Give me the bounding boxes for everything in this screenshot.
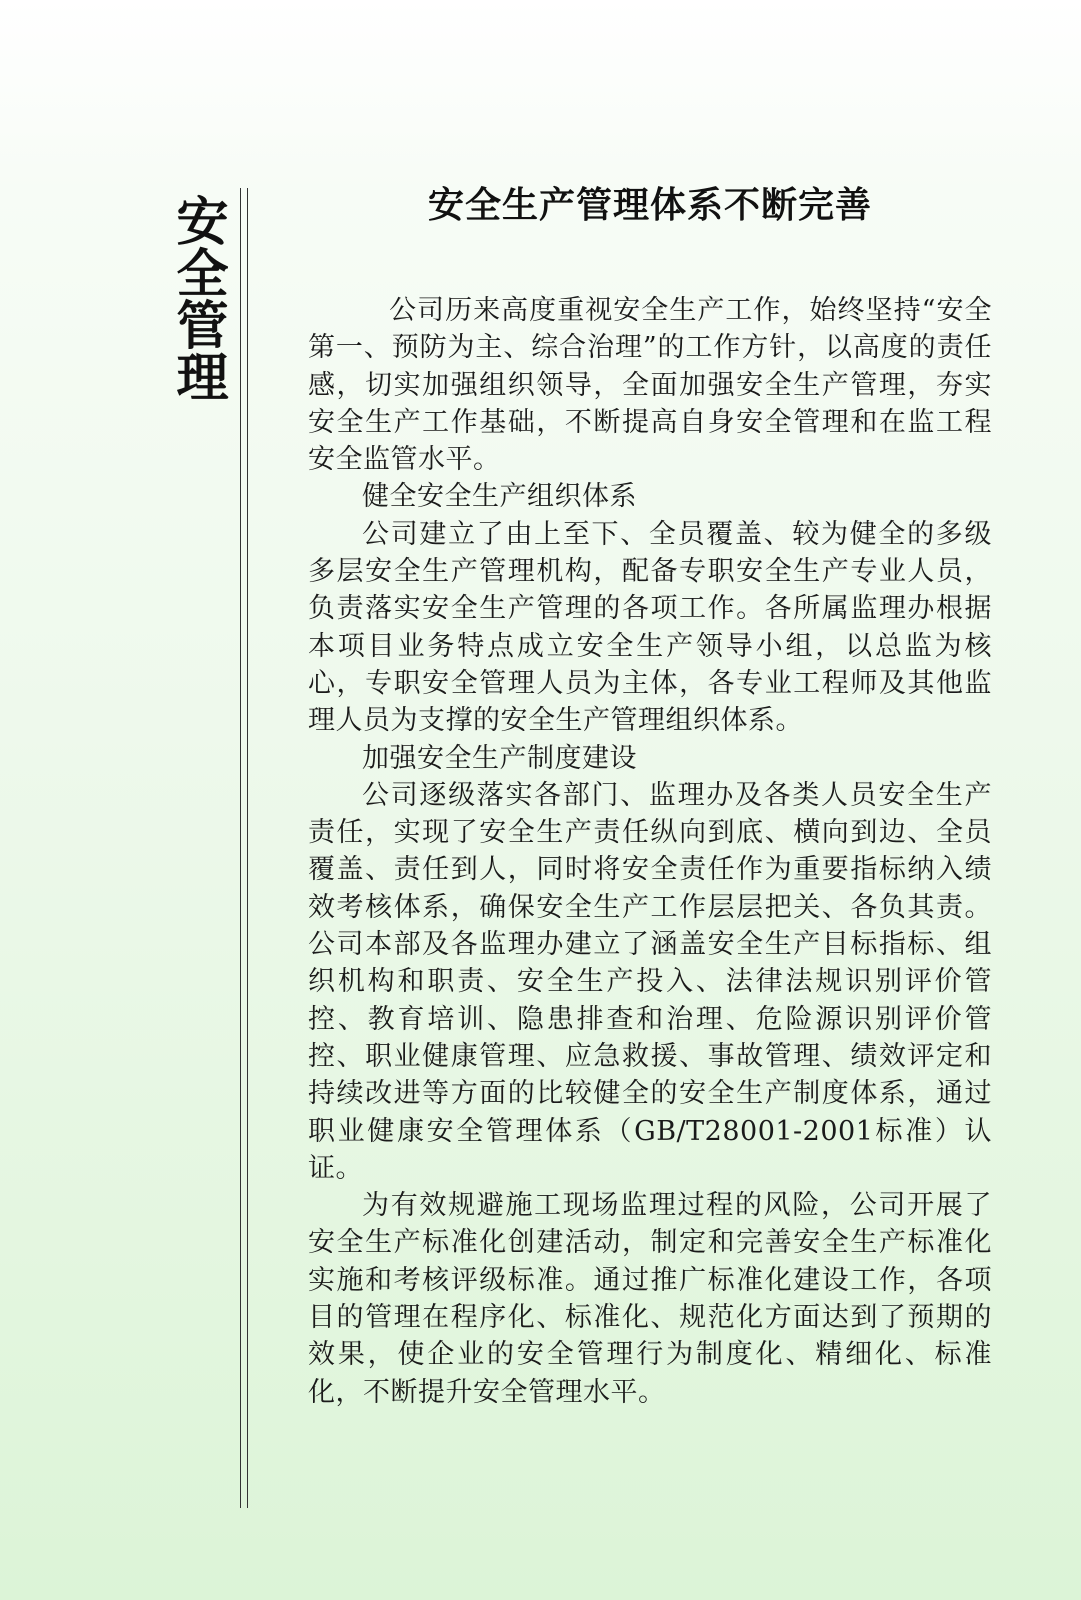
- organization-paragraph: 公司建立了由上至下、全员覆盖、较为健全的多级多层安全生产管理机构，配备专职安全生产专业人员，负责落实安全生产管理的各项工作。各所属监理办根据本项目业务特点成立安全生产领导小组，以总监为核心，专职安全管理人员为主体，各专业工程师及其他监理人员为支撑的安全生产管理组织体系。: [308, 518, 992, 737]
- article: [308, 178, 992, 1411]
- closing-paragraph: 为有效规避施工现场监理过程的风险，公司开展了安全生产标准化创建活动，制定和完善安全生产标准化实施和考核评级标准。通过推广标准化建设工作，各项目的管理在程序化、标准化、规范化方面达到了预期的效果，使企业的安全管理行为制度化、精细化、标准化，不断提升安全管理水平。: [308, 1190, 992, 1408]
- section-side-title: 安全管理: [167, 194, 227, 402]
- article-title: 安全生产管理体系不断完善: [427, 185, 872, 226]
- section-heading-system: 加强安全生产制度建设: [362, 742, 637, 774]
- vertical-divider: [240, 188, 248, 1508]
- section-heading-organization: 健全安全生产组织体系: [362, 481, 637, 513]
- intro-paragraph: 公司历来高度重视安全生产工作，始终坚持“安全第一、预防为主、综合治理”的工作方针，以高度的责任感，切实加强组织领导，全面加强安全生产管理，夯实安全生产工作基础，不断提高自身安全管理和在监工程安全监管水平。: [308, 295, 992, 476]
- system-paragraph: 公司逐级落实各部门、监理办及各类人员安全生产责任，实现了安全生产责任纵向到底、横向到边、全员覆盖、责任到人，同时将安全责任作为重要指标纳入绩效考核体系，确保安全生产工作层层把关、各负其责。公司本部及各监理办建立了涵盖安全生产目标指标、组织机构和职责、安全生产投入、法律法规识别评价管控、教育培训、隐患排查和治理、危险源识别评价管控、职业健康管理、应急救援、事故管理、绩效评定和持续改进等方面的比较健全的安全生产制度体系，通过职业健康安全管理体系（GB/T28001-2001标准）认证。: [308, 779, 992, 1184]
